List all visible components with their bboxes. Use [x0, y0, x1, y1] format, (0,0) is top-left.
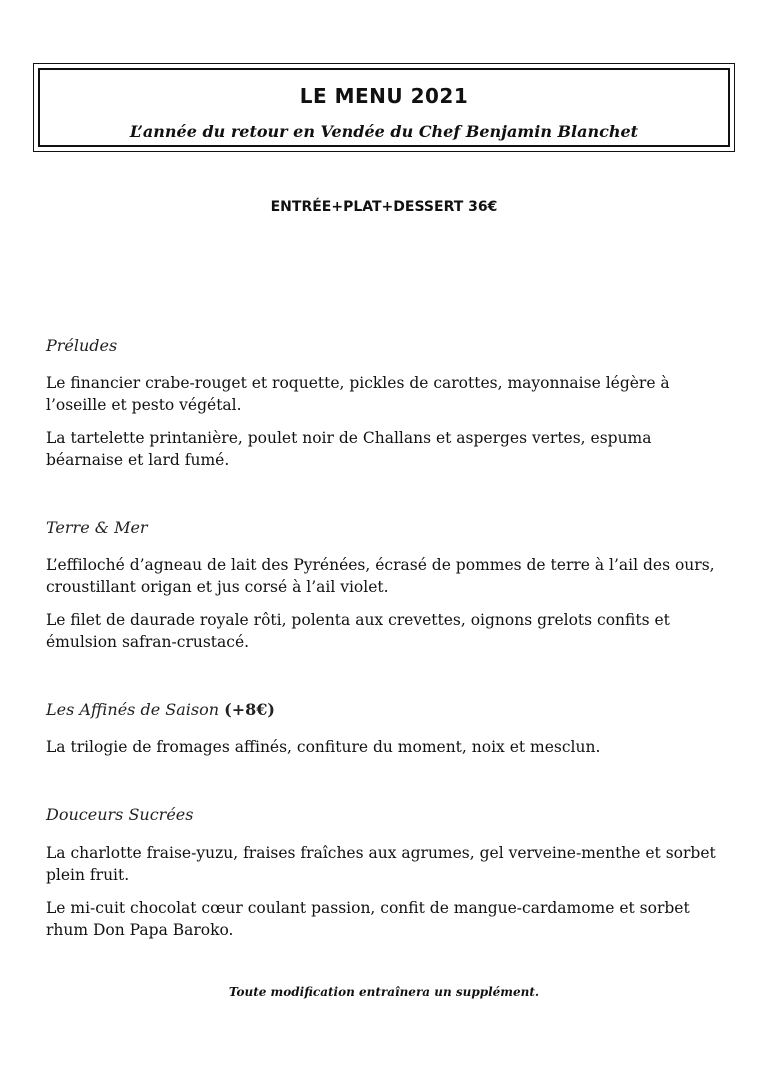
footer-note: Toute modification entraînera un supplément.	[228, 985, 540, 999]
section-title-douceurs	[46, 805, 193, 824]
menu-subtitle: L’année du retour en Vendée du Chef Benjamin Blanchet	[129, 122, 639, 141]
menu-formula-price: ENTRÉE+PLAT+DESSERT 36€	[270, 199, 498, 215]
section-title-text: Terre & Mer	[46, 518, 148, 537]
dish-item: La tartelette printanière, poulet noir de Challans et asperges vertes, espuma béarnaise et lard fumé.	[46, 429, 652, 469]
dish-item: L’effiloché d’agneau de lait des Pyrénées, écrasé de pommes de terre à l’ail des ours, croustillant origan et jus corsé à l’ail violet.	[46, 556, 715, 596]
section-title-text: Douceurs Sucrées	[46, 805, 194, 824]
section-price-supplement: (+8€)	[224, 700, 275, 719]
section-title-affines	[46, 700, 275, 719]
dish-item: La trilogie de fromages affinés, confiture du moment, noix et mesclun.	[46, 738, 601, 756]
menu-header-box	[33, 63, 735, 152]
menu-title: LE MENU 2021	[299, 84, 469, 108]
dish-item: Le financier crabe-rouget et roquette, pickles de carottes, mayonnaise légère à l’oseille et pesto végétal.	[46, 374, 670, 414]
section-title-terre-mer	[46, 518, 148, 537]
menu-header-inner-border	[38, 68, 730, 147]
dish-item: Le filet de daurade royale rôti, polenta aux crevettes, oignons grelots confits et émulsion safran-crustacé.	[46, 611, 670, 651]
section-title-text: Préludes	[46, 336, 118, 355]
dish-item: Le mi-cuit chocolat cœur coulant passion, confit de mangue-cardamome et sorbet rhum Don Papa Baroko.	[46, 899, 690, 939]
section-title-preludes	[46, 336, 117, 355]
section-title-text: Les Affinés de Saison	[46, 700, 220, 719]
dish-item: La charlotte fraise-yuzu, fraises fraîches aux agrumes, gel verveine-menthe et sorbet plein fruit.	[46, 844, 716, 884]
